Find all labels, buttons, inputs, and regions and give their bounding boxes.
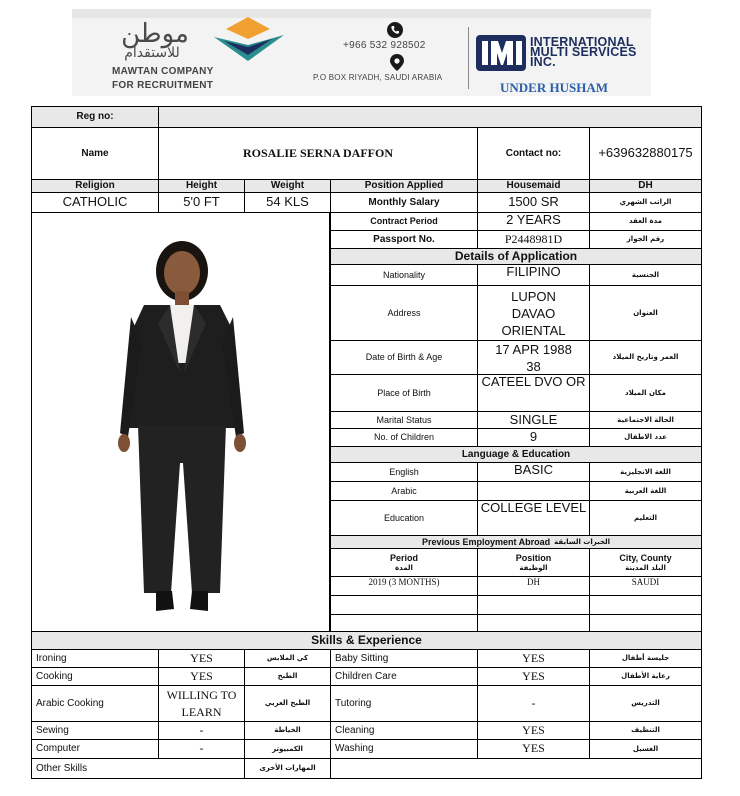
- address-value: LUPON DAVAO ORIENTAL: [477, 285, 590, 341]
- passport-arabic: رقم الجواز: [589, 230, 702, 249]
- skill-babysitting-arabic: جليسة أطفال: [589, 649, 702, 668]
- skill-childrencare-value: YES: [477, 667, 590, 686]
- arabic-value: [477, 481, 590, 501]
- applicant-photo: [31, 212, 330, 633]
- employment-period-1: 2019 (3 MONTHS): [330, 576, 478, 596]
- under-husham-label: UNDER HUSHAM: [500, 80, 608, 95]
- arabic-label: Arabic: [330, 481, 478, 501]
- skill-ironing-label: Ironing: [31, 649, 159, 668]
- skill-cleaning-label: Cleaning: [330, 721, 478, 740]
- ims-line-3: INC.: [530, 55, 556, 69]
- city-header-en: City, County: [619, 553, 672, 564]
- place-of-birth-arabic: مكان الميلاد: [589, 374, 702, 412]
- education-arabic: التعليم: [589, 500, 702, 536]
- education-label: Education: [330, 500, 478, 536]
- nationality-label: Nationality: [330, 264, 478, 286]
- contact-label: Contact no:: [477, 127, 590, 180]
- skill-tutoring-label: Tutoring: [330, 685, 478, 722]
- applicant-portrait-image: [32, 213, 329, 632]
- skill-washing-arabic: الغسيل: [589, 739, 702, 759]
- skill-computer-label: Computer: [31, 739, 159, 759]
- ims-line-2: MULTI SERVICES: [530, 45, 637, 59]
- name-label: Name: [31, 127, 159, 180]
- phone-number: +966 532 928502: [343, 40, 426, 51]
- skill-other-arabic: المهارات الأخرى: [244, 758, 331, 779]
- weight-value: 54 KLS: [244, 192, 331, 213]
- height-value: 5'0 FT: [158, 192, 245, 213]
- col-header-weight: Weight: [244, 179, 331, 193]
- location-pin-icon: [390, 54, 404, 71]
- reg-no-value: [158, 106, 702, 128]
- skill-cooking-label: Cooking: [31, 667, 159, 686]
- col-header-housemaid: Housemaid: [477, 179, 590, 193]
- skill-washing-value: YES: [477, 739, 590, 759]
- period-header-ar: المدة: [395, 563, 413, 572]
- ims-company-name: [530, 37, 637, 67]
- dob-value: 17 APR 1988: [495, 341, 572, 357]
- position-header-ar: الوظيفة: [519, 563, 548, 572]
- name-value: ROSALIE SERNA DAFFON: [158, 127, 478, 180]
- ims-line-1: INTERNATIONAL: [530, 35, 634, 49]
- mawtan-arabic-logo-text: موطن: [121, 19, 189, 49]
- language-heading: Language & Education: [330, 446, 702, 463]
- city-header-ar: البلد المدينة: [625, 563, 666, 572]
- skills-heading: Skills & Experience: [31, 631, 702, 650]
- col-header-height: Height: [158, 179, 245, 193]
- col-header-dh: DH: [589, 179, 702, 193]
- skill-other-label: Other Skills: [31, 758, 245, 779]
- place-of-birth-label: Place of Birth: [330, 374, 478, 412]
- skill-cleaning-arabic: التنظيف: [589, 721, 702, 740]
- religion-value: CATHOLIC: [31, 192, 159, 213]
- passport-label: Passport No.: [330, 230, 478, 249]
- english-value: BASIC: [477, 462, 590, 482]
- skill-babysitting-value: YES: [477, 649, 590, 668]
- ims-logo-icon: [476, 33, 526, 73]
- employment-period-2: [330, 595, 478, 615]
- monthly-salary-arabic: الراتب الشهري: [589, 192, 702, 213]
- employment-col-period: [330, 548, 478, 577]
- contract-period-label: Contract Period: [330, 212, 478, 231]
- skill-cooking-arabic: الطبخ: [244, 667, 331, 686]
- employment-heading-en: Previous Employment Abroad: [421, 536, 551, 547]
- skill-other-value: [330, 758, 702, 779]
- nationality-value: FILIPINO: [477, 264, 590, 286]
- employment-heading-ar: الخبرات السابقة: [554, 537, 611, 546]
- address-label: Address: [330, 285, 478, 341]
- address-arabic: العنوان: [589, 285, 702, 341]
- arabic-language-arabic: اللغة العربية: [589, 481, 702, 501]
- skill-tutoring-arabic: التدريس: [589, 685, 702, 722]
- children-arabic: عدد الاطفال: [589, 428, 702, 447]
- monthly-salary-value: 1500 SR: [477, 192, 590, 213]
- skill-computer-value: -: [158, 739, 245, 759]
- dob-age-arabic: العمر وتاريخ الميلاد: [589, 340, 702, 375]
- contract-period-value: 2 YEARS: [477, 212, 590, 231]
- employment-heading: [330, 535, 702, 549]
- skill-cooking-value: YES: [158, 667, 245, 686]
- marital-status-value: SINGLE: [477, 411, 590, 429]
- mawtan-company-name: MAWTAN COMPANY: [112, 66, 214, 77]
- dob-age-label: Date of Birth & Age: [330, 340, 478, 375]
- skill-sewing-label: Sewing: [31, 721, 159, 740]
- monthly-salary-label: Monthly Salary: [330, 192, 478, 213]
- skill-tutoring-value: -: [477, 685, 590, 722]
- employment-col-city: [589, 548, 702, 577]
- mawtan-logo-icon: [210, 15, 286, 63]
- skill-sewing-value: -: [158, 721, 245, 740]
- age-value: 38: [526, 358, 541, 374]
- contract-period-arabic: مدة العقد: [589, 212, 702, 231]
- marital-status-label: Marital Status: [330, 411, 478, 429]
- education-value: COLLEGE LEVEL: [477, 500, 590, 536]
- skill-ironing-value: YES: [158, 649, 245, 668]
- skill-sewing-arabic: الخياطة: [244, 721, 331, 740]
- children-label: No. of Children: [330, 428, 478, 447]
- po-box-address: P.O BOX RIYADH, SAUDI ARABIA: [313, 73, 443, 82]
- mawtan-arabic-logo-subtext: للاستقدام: [124, 45, 180, 61]
- period-header-en: Period: [389, 553, 418, 564]
- reg-no-label: Reg no:: [31, 106, 159, 128]
- english-arabic: اللغة الانجليزية: [589, 462, 702, 482]
- details-heading: Details of Application: [330, 248, 702, 265]
- marital-status-arabic: الحالة الاجتماعية: [589, 411, 702, 429]
- skill-arabic-cooking-arabic: الطبخ العربي: [244, 685, 331, 722]
- header-divider: [468, 27, 469, 89]
- banner-stripe: [72, 9, 651, 18]
- place-of-birth-value: CATEEL DVO OR: [477, 374, 590, 412]
- skill-babysitting-label: Baby Sitting: [330, 649, 478, 668]
- phone-icon: [387, 22, 403, 38]
- skill-computer-arabic: الكمبيوتر: [244, 739, 331, 759]
- nationality-arabic: الجنسية: [589, 264, 702, 286]
- employment-position-2: [477, 595, 590, 615]
- children-value: 9: [477, 428, 590, 447]
- skill-arabic-cooking-label: Arabic Cooking: [31, 685, 159, 722]
- col-header-position: Position Applied: [330, 179, 478, 193]
- skill-cleaning-value: YES: [477, 721, 590, 740]
- employment-position-1: DH: [477, 576, 590, 596]
- skill-washing-label: Washing: [330, 739, 478, 759]
- skill-arabic-cooking-value: WILLING TO LEARN: [158, 685, 245, 722]
- employment-col-position: [477, 548, 590, 577]
- employment-city-1: SAUDI: [589, 576, 702, 596]
- english-label: English: [330, 462, 478, 482]
- contact-value: +639632880175: [589, 127, 702, 180]
- employment-city-2: [589, 595, 702, 615]
- mawtan-company-tagline: FOR RECRUITMENT: [112, 80, 214, 91]
- skill-childrencare-arabic: رعاية الأطفال: [589, 667, 702, 686]
- dob-age-value: [477, 340, 590, 375]
- passport-value: P2448981D: [477, 230, 590, 249]
- col-header-religion: Religion: [31, 179, 159, 193]
- skill-childrencare-label: Children Care: [330, 667, 478, 686]
- skill-ironing-arabic: كي الملابس: [244, 649, 331, 668]
- position-header-en: Position: [515, 553, 552, 564]
